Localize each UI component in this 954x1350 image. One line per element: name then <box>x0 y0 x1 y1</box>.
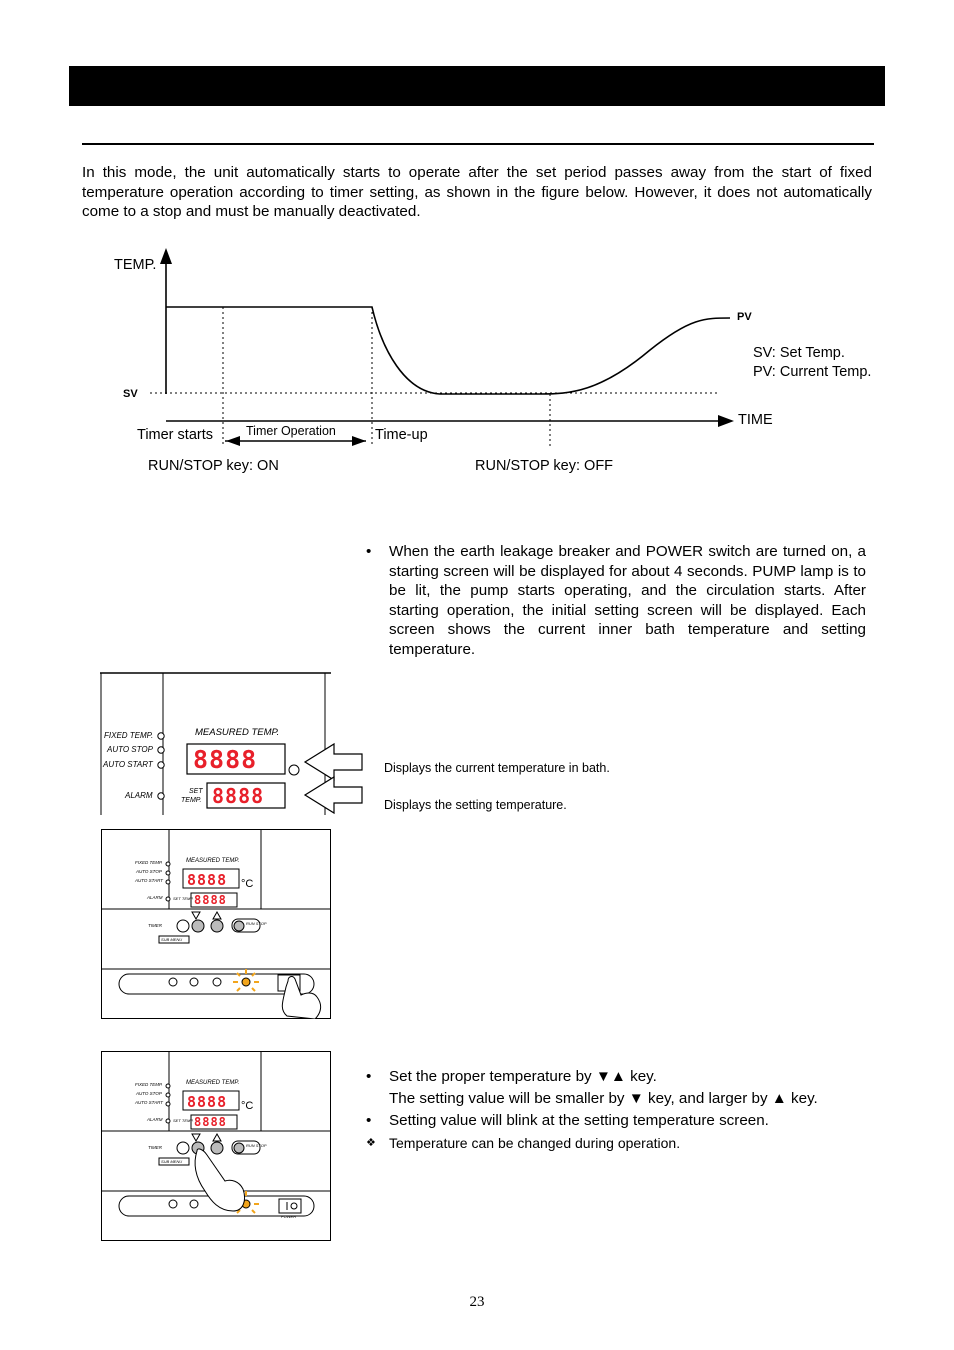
panel-fixed-temp: FIXED TEMP. <box>104 731 154 740</box>
svg-text:°C: °C <box>241 878 254 890</box>
pv-label: PV <box>737 311 752 323</box>
temp-bullet-keys <box>366 1066 866 1110</box>
panel-auto-stop: AUTO STOP <box>107 745 153 754</box>
panel-auto-start: AUTO START <box>103 760 153 769</box>
fixed-temp-lamp <box>158 733 164 739</box>
run-on-label: RUN/STOP key: ON <box>148 458 279 474</box>
p1-set-digits: 8888 <box>194 893 227 907</box>
up-button <box>211 920 223 932</box>
measured-digits <box>193 743 283 780</box>
temp-bullet-keys-line2: The setting value will be smaller by ▼ key, and larger by ▲ key. <box>389 1090 818 1107</box>
panel-measured-temp: MEASURED TEMP. <box>195 727 280 738</box>
sv-label: SV <box>123 388 138 400</box>
panel-alarm: ALARM <box>125 791 153 800</box>
p1-measured-digits: 8888 <box>187 871 228 889</box>
callout-setting-temp: Displays the setting temperature. <box>384 798 567 812</box>
alarm-lamp <box>158 793 164 799</box>
p2-measured-digits: 8888 <box>187 1093 228 1111</box>
callout-arrow-measured <box>305 744 362 780</box>
timer-operation-label: Timer Operation <box>246 424 336 438</box>
temperature-bullets <box>366 1066 866 1154</box>
auto-stop-lamp <box>158 747 164 753</box>
pump-lamp-lit <box>242 978 250 986</box>
p2-set-digits: 8888 <box>194 1115 227 1129</box>
temp-bullet-blink: • Setting value will blink at the setting temperature screen. <box>366 1110 866 1132</box>
panel-temp-label: TEMP. <box>181 797 202 804</box>
set-digits <box>212 783 284 815</box>
panel-set-label: SET <box>189 788 203 795</box>
time-up-label: Time-up <box>375 427 428 443</box>
legend-sv: SV: Set Temp. <box>753 345 845 361</box>
page-number: 23 <box>469 1294 485 1310</box>
temp-note: ❖ Temperature can be changed during operation. <box>366 1132 866 1154</box>
svg-text:°C: °C <box>241 1100 254 1112</box>
run-stop-button <box>234 921 244 931</box>
y-axis-label: TEMP. <box>114 257 157 273</box>
down-button <box>192 920 204 932</box>
timer-starts-label: Timer starts <box>137 427 213 443</box>
control-panel-power: 8888 8888 °C FIXED TEMP. AUTO STOP AUTO START ALARM MEASURED TEMP. SET TEMP. TIMER SUB MENU RUN STOP <box>101 829 331 1019</box>
power-on-bullet: • When the earth leakage breaker and POWER switch are turned on, a starting screen will be displayed for about 4 seconds. PUMP lamp is to be lit, the pump starts operating, and the circulation starts. After starting operation, the initial setting screen will be displayed. Each screen shows the current inner bath temperature and setting temperature. <box>366 542 866 659</box>
svg-text:8888: 8888 <box>193 745 258 773</box>
callout-current-temp: Displays the current temperature in bath. <box>384 761 610 775</box>
temp-bullet-keys-line1: • Set the proper temperature by ▼▲ key. <box>389 1068 657 1085</box>
control-panel-setting: 8888 8888 °C FIXED TEMP. AUTO STOP AUTO START ALARM MEASURED TEMP. SET TEMP. TIMER SUB MENU RUN STOP POWER <box>101 1051 331 1241</box>
legend-pv: PV: Current Temp. <box>753 364 872 380</box>
svg-text:8888: 8888 <box>212 784 265 808</box>
callout-arrow-set <box>305 777 362 813</box>
auto-start-lamp <box>158 762 164 768</box>
run-off-label: RUN/STOP key: OFF <box>475 458 614 474</box>
intro-paragraph: In this mode, the unit automatically starts to operate after the set period passes away from the start of fixed temperature operation according to timer setting, as shown in the figure below. However, it does not automatically come to a stop and must be manually deactivated. <box>82 164 872 220</box>
x-axis-label: TIME <box>738 412 773 428</box>
timer-button <box>177 920 189 932</box>
